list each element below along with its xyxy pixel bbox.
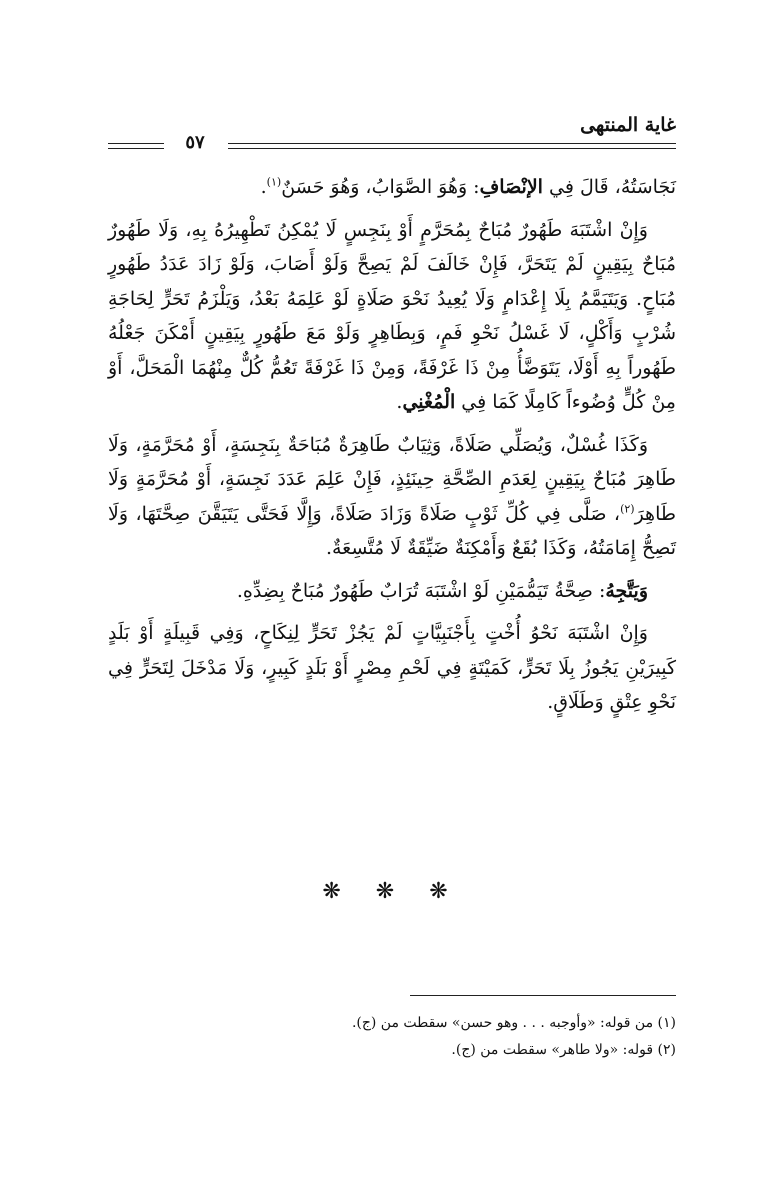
running-title: غاية المنتهى — [580, 114, 676, 136]
text-run: . — [396, 391, 403, 413]
page-header — [108, 108, 676, 156]
page-number: ٥٧ — [185, 132, 205, 153]
footnotes — [108, 1010, 676, 1064]
footnote-marker: (١) — [266, 175, 282, 189]
keyword-bold: وَيَتَّجِهُ — [605, 579, 648, 602]
paragraph-3 — [108, 428, 676, 566]
text-run: . — [260, 176, 267, 198]
header-double-rule — [228, 143, 676, 149]
footnote-rule — [410, 995, 676, 996]
main-text — [108, 170, 676, 728]
text-run: : صِحَّةُ تَيَمُّمَيْنِ لَوْ اشْتَبَهَ تُرَابٌ طَهُورٌ مُبَاحٌ بِضِدِّهِ. — [236, 579, 606, 602]
section-separator: ❋ ❋ ❋ — [322, 879, 462, 904]
paragraph-5 — [108, 616, 676, 720]
book-title-bold: الْمُغْنِي — [402, 391, 456, 413]
text-run: وَإِنْ اشْتَبَهَ نَحْوُ أُخْتٍ بِأَجْنَبِيَّاتٍ لَمْ يَجُزْ تَحَرٍّ لِنِكَاحٍ، وَفِي قَبِيلَةٍ أَوْ بَلَدٍ كَبِيرَيْنِ يَجُوزُ بِلَا تَحَرٍّ، كَمَيْتَةٍ فِي لَحْمِ مِصْرٍ أَوْ بَلَدٍ كَبِيرٍ، وَلَا مَدْخَلَ لِتَحَرٍّ فِي نَحْوِ عِتْقٍ وَطَلَاقٍ. — [108, 622, 676, 713]
footnote-2: (٢) قوله: «ولا طاهر» سقطت من (ج). — [451, 1042, 676, 1058]
header-double-rule-short — [108, 143, 164, 149]
text-run: وَإِنْ اشْتَبَهَ طَهُورٌ مُبَاحٌ بِمُحَرَّمٍ أَوْ بِنَجِسٍ لَا يُمْكِنُ تَطْهِيرُهُ بِهِ، وَلَا طَهُورٌ مُبَاحٌ بِيَقِينٍ لَمْ يَتَحَرَّ، فَإِنْ خَالَفَ لَمْ يَصِحَّ وَلَوْ أَصَابَ، وَلَوْ زَادَ عَدَدُ طَهُورٍ مُبَاحٍ. وَيَتَيَمَّمُ بِلَا إِعْدَامٍ وَلَا يُعِيدُ نَحْوَ صَلَاةٍ لَوْ عَلِمَهُ بَعْدُ، وَيَلْزَمُ تَحَرٍّ لِحَاجَةِ شُرْبٍ وَأَكْلٍ، لَا غَسْلُ نَحْوِ فَمٍ، وَبِطَاهِرٍ وَلَوْ مَعَ طَهُورٍ بِيَقِينٍ أَمْكَنَ جَعْلُهُ طَهُوراً بِهِ أَوْلَا، يَتَوَضَّأُ مِنْ ذَا غَرْفَةً، وَمِنْ ذَا غَرْفَةً تَعُمُّ كُلٌّ مِنْهُمَا الْمَحَلَّ، أَوْ مِنْ كُلٍّ وُضُوءاً كَامِلًا كَمَا فِي — [108, 218, 676, 413]
text-run: وَكَذَا غُسْلٌ، وَيُصَلِّي صَلَاةً، وَثِيَابٌ طَاهِرَةٌ مُبَاحَةٌ بِنَجِسَةٍ، أَوْ مُحَرَّمَةٍ، وَلَا طَاهِرَ مُبَاحٌ بِيَقِينٍ لِعَدَمِ الصِّحَّةِ حِينَئِذٍ، فَإِنْ عَلِمَ عَدَدَ نَجِسَةٍ، أَوْ مُحَرَّمَةٍ وَلَا طَاهِرَ — [108, 433, 676, 525]
footnote-marker: (٢) — [620, 502, 635, 516]
text-run: نَجَاسَتُهُ، قَالَ فِي — [542, 176, 676, 198]
text-run: : وَهُوَ الصَّوَابُ، وَهُوَ حَسَنٌ — [281, 176, 480, 198]
footnote-1: (١) من قوله: «وأوجبه . . . وهو حسن» سقطت من (ج). — [351, 1015, 676, 1031]
text-run: ، صَلَّى فِي كُلِّ ثَوْبٍ صَلَاةً وَزَادَ صَلَاةً، وَإِلَّا فَحَتَّى يَتَيَقَّنَ صِحَّتَهَا، وَلَا تَصِحُّ إِمَامَتُهُ، وَكَذَا بُقَعٌ وَأَمْكِنَةٌ ضَيِّقَةٌ لَا مُتَّسِعَةٌ. — [108, 502, 676, 559]
paragraph-2 — [108, 213, 676, 420]
book-title-bold: الإنْصَافِ — [479, 176, 543, 198]
paragraph-1 — [108, 170, 676, 205]
paragraph-4 — [108, 574, 676, 609]
